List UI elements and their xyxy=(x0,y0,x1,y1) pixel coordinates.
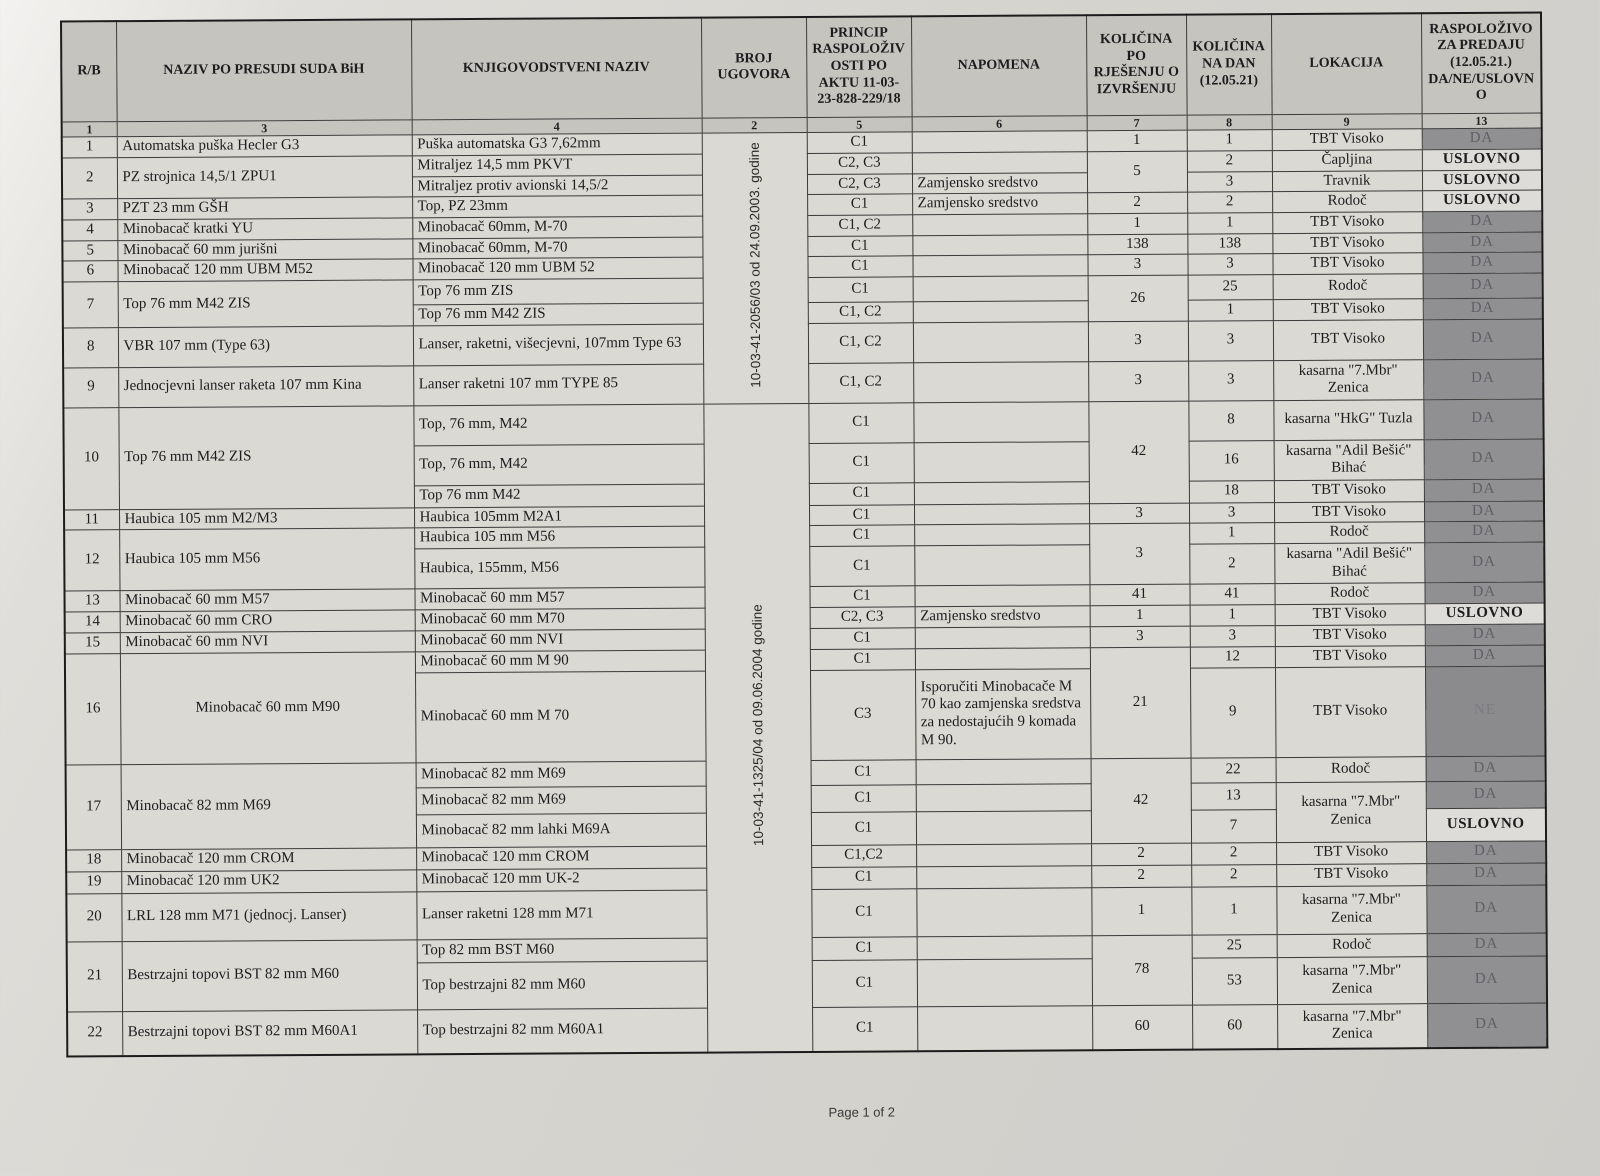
cell-knjig: Top, PZ 23mm xyxy=(412,195,702,217)
cell-knjig: Mitraljez 14,5 mm PKVT xyxy=(412,154,702,177)
cell-princip: C1 xyxy=(812,959,917,1007)
cell-napomena xyxy=(916,783,1091,811)
cell-knjig: Minobacač 60mm, M-70 xyxy=(412,216,702,238)
cell-qty_dan: 7 xyxy=(1191,809,1276,843)
cell-qty_dan: 3 xyxy=(1190,625,1275,647)
cell-lok: Rodoč xyxy=(1273,274,1423,300)
scanned-page xyxy=(0,11,1600,1125)
cell-rb: 10 xyxy=(63,407,119,509)
cell-rasp: DA xyxy=(1423,399,1543,440)
cell-princip: C2, C3 xyxy=(807,152,912,174)
contract-number-vertical-text: 10-03-41-2056/03 od 24.09.2003. godine xyxy=(746,142,763,388)
cell-knjig: Lanser, raketni, višecjevni, 107mm Type 63 xyxy=(413,324,703,366)
cell-lok: Čapljina xyxy=(1272,149,1422,171)
cell-qty_rj: 3 xyxy=(1087,255,1187,276)
cell-naziv: Minobacač kratki YU xyxy=(117,218,412,240)
cell-napomena xyxy=(914,482,1089,505)
cell-lok: TBT Visoko xyxy=(1274,479,1424,502)
cell-rasp: DA xyxy=(1425,624,1545,646)
cell-napomena: Zamjensko sredstvo xyxy=(915,606,1090,628)
cell-napomena xyxy=(912,151,1087,173)
cell-princip: C1 xyxy=(809,505,914,526)
cell-knjig: Top 82 mm BST M60 xyxy=(417,938,707,963)
cell-rasp: USLOVNO xyxy=(1422,190,1542,211)
cell-napomena: Zamjensko sredstvo xyxy=(912,193,1087,215)
cell-princip: C2, C3 xyxy=(807,173,912,194)
cell-napomena xyxy=(912,130,1087,152)
cell-lok: TBT Visoko xyxy=(1273,319,1423,360)
cell-rasp: DA xyxy=(1424,582,1544,603)
cell-rb: 17 xyxy=(66,764,122,849)
cell-lok: TBT Visoko xyxy=(1275,646,1425,668)
cell-rasp: DA xyxy=(1424,501,1544,522)
cell-rb: 15 xyxy=(65,633,120,654)
cell-princip: C2, C3 xyxy=(810,607,915,629)
cell-qty_dan: 22 xyxy=(1191,757,1276,783)
cell-qty_dan: 60 xyxy=(1192,1004,1277,1050)
cell-napomena xyxy=(912,234,1087,256)
cell-qty_dan: 9 xyxy=(1190,667,1276,758)
cell-princip: C1 xyxy=(807,194,912,215)
cell-rasp: USLOVNO xyxy=(1425,603,1545,625)
cell-napomena xyxy=(912,255,1087,277)
cell-princip: C1 xyxy=(808,403,913,444)
cell-qty_dan: 3 xyxy=(1187,254,1272,275)
cell-rb: 11 xyxy=(64,509,119,530)
cell-lok: kasarna "7.Mbr" Zenica xyxy=(1276,885,1426,934)
cell-qty_dan: 8 xyxy=(1188,400,1273,441)
cell-knjig: Lanser raketni 107 mm TYPE 85 xyxy=(413,364,703,406)
cell-princip: C1 xyxy=(811,811,916,845)
cell-lok: Rodoč xyxy=(1274,522,1424,544)
cell-qty_dan: 1 xyxy=(1187,213,1272,234)
cell-rasp: USLOVNO xyxy=(1422,149,1542,171)
cell-qty_dan: 53 xyxy=(1192,957,1277,1005)
col-header: KNJIGOVODSTVENI NAZIV xyxy=(411,18,702,120)
cell-rb: 1 xyxy=(62,136,117,157)
cell-princip: C1 xyxy=(807,236,912,257)
cell-napomena xyxy=(916,887,1091,936)
cell-knjig: Minobacač 82 mm lahki M69A xyxy=(416,813,706,848)
cell-princip: C1 xyxy=(807,131,912,153)
cell-qty_rj: 3 xyxy=(1089,524,1189,585)
cell-lok: TBT Visoko xyxy=(1273,299,1423,321)
col-header: NAZIV PO PRESUDI SUDA BiH xyxy=(116,19,412,121)
cell-qty_dan: 2 xyxy=(1189,544,1274,585)
cell-napomena xyxy=(914,585,1089,607)
cell-qty_dan: 3 xyxy=(1189,502,1274,523)
cell-princip: C1 xyxy=(812,1006,917,1052)
col-header: PRINCIP RASPOLOŽIVOSTI PO AKTU 11-03-23-828-229/18 xyxy=(806,16,912,117)
cell-rasp: DA xyxy=(1422,232,1542,253)
cell-qty_dan: 18 xyxy=(1189,480,1274,503)
cell-rb: 5 xyxy=(62,240,117,261)
cell-lok: Rodoč xyxy=(1272,191,1422,213)
cell-rb: 3 xyxy=(62,199,117,220)
cell-naziv: Minobacač 60 mm CRO xyxy=(120,610,415,633)
cell-lok: Rodoč xyxy=(1277,933,1427,957)
cell-rb: 8 xyxy=(63,327,118,367)
col-number: 4 xyxy=(412,118,702,135)
cell-naziv: Haubica 105 mm M56 xyxy=(119,528,414,590)
cell-qty_rj: 138 xyxy=(1087,234,1187,255)
cell-naziv: Minobacač 60 mm NVI xyxy=(120,631,415,654)
cell-rasp: DA xyxy=(1422,211,1542,232)
cell-lok: TBT Visoko xyxy=(1275,625,1425,647)
cell-qty_rj: 3 xyxy=(1088,361,1188,402)
cell-princip: C3 xyxy=(810,669,916,760)
cell-naziv: Minobacač 60 mm M90 xyxy=(120,652,416,764)
cell-knjig: Minobacač 120 mm CROM xyxy=(416,846,706,870)
cell-qty_dan: 1 xyxy=(1191,886,1276,935)
cell-rb: 13 xyxy=(64,591,119,612)
cell-napomena xyxy=(916,865,1091,888)
cell-napomena xyxy=(913,402,1088,443)
cell-napomena xyxy=(913,362,1088,403)
cell-knjig: Minobacač 60 mm M 90 xyxy=(415,650,705,672)
col-header: KOLIČINA NA DAN (12.05.21) xyxy=(1186,14,1272,115)
cell-princip: C1 xyxy=(809,525,914,546)
col-number: 9 xyxy=(1272,113,1422,129)
cell-napomena xyxy=(913,322,1088,363)
cell-lok: TBT Visoko xyxy=(1272,212,1422,234)
cell-naziv: Top 76 mm M42 ZIS xyxy=(118,406,414,510)
cell-qty_dan: 13 xyxy=(1191,782,1276,810)
cell-rasp: DA xyxy=(1426,840,1546,863)
col-header: NAPOMENA xyxy=(911,15,1087,116)
cell-knjig: Minobacač 120 mm UK-2 xyxy=(416,868,706,892)
cell-qty_dan: 138 xyxy=(1187,233,1272,254)
cell-lok: TBT Visoko xyxy=(1275,666,1426,757)
cell-napomena xyxy=(917,958,1092,1006)
cell-knjig: Mitraljez protiv avionski 14,5/2 xyxy=(412,175,702,197)
cell-napomena xyxy=(917,1005,1092,1051)
col-header: KOLIČINA PO RJEŠENJU O IZVRŠENJU xyxy=(1086,15,1187,116)
cell-napomena xyxy=(913,276,1088,302)
cell-princip: C1 xyxy=(810,628,915,650)
cell-qty_rj: 78 xyxy=(1092,935,1192,1006)
cell-napomena xyxy=(914,524,1089,546)
cell-napomena xyxy=(912,214,1087,236)
cell-qty_rj: 41 xyxy=(1089,584,1189,605)
cell-napomena xyxy=(914,504,1089,526)
cell-rasp: DA xyxy=(1422,252,1542,273)
cell-naziv: Minobacač 120 mm CROM xyxy=(121,847,416,871)
cell-knjig: Top bestrzajni 82 mm M60A1 xyxy=(417,1008,707,1055)
cell-qty_dan: 3 xyxy=(1188,360,1273,401)
cell-qty_dan: 2 xyxy=(1187,150,1272,172)
cell-rb: 6 xyxy=(62,261,117,282)
cell-qty_dan: 1 xyxy=(1189,523,1274,544)
cell-rasp: DA xyxy=(1427,1002,1547,1048)
cell-qty_dan: 2 xyxy=(1187,192,1272,213)
cell-knjig: Minobacač 120 mm UBM 52 xyxy=(412,258,702,280)
cell-qty_rj: 2 xyxy=(1087,192,1187,213)
cell-rasp: DA xyxy=(1424,521,1544,542)
cell-qty_dan: 16 xyxy=(1189,440,1274,481)
cell-rasp: DA xyxy=(1427,932,1547,956)
cell-rb: 18 xyxy=(66,849,121,871)
cell-princip: C1 xyxy=(811,866,916,889)
col-number: 2 xyxy=(702,117,807,133)
cell-knjig: Minobacač 60 mm M70 xyxy=(415,608,705,631)
cell-rasp: DA xyxy=(1424,439,1544,480)
cell-princip: C1, C2 xyxy=(808,323,913,364)
cell-knjig: Minobacač 60 mm NVI xyxy=(415,629,705,652)
cell-qty_rj: 3 xyxy=(1090,626,1190,648)
cell-napomena xyxy=(916,810,1091,844)
cell-knjig: Top 76 mm M42 xyxy=(414,484,704,508)
cell-qty_rj: 26 xyxy=(1088,275,1188,321)
cell-rasp: DA xyxy=(1423,298,1543,319)
cell-lok: TBT Visoko xyxy=(1272,253,1422,275)
cell-rasp: DA xyxy=(1423,319,1543,360)
cell-rb: 12 xyxy=(64,530,119,591)
cell-rb: 14 xyxy=(65,612,120,633)
cell-rb: 9 xyxy=(63,367,118,407)
cell-napomena xyxy=(915,648,1090,670)
cell-princip: C1,C2 xyxy=(811,844,916,867)
cell-princip: C1 xyxy=(809,546,914,587)
cell-knjig: Haubica 105 mm M56 xyxy=(414,527,704,549)
col-number: 13 xyxy=(1422,112,1542,128)
cell-naziv: LRL 128 mm M71 (jednocj. Lanser) xyxy=(121,891,416,941)
cell-princip: C1 xyxy=(809,443,914,484)
cell-qty_dan: 2 xyxy=(1191,842,1276,865)
cell-lok: Travnik xyxy=(1272,170,1422,192)
cell-napomena xyxy=(914,442,1089,483)
cell-qty_dan: 25 xyxy=(1188,275,1273,301)
cell-qty_rj: 5 xyxy=(1087,151,1187,193)
cell-rasp: DA xyxy=(1424,479,1544,502)
cell-rb: 16 xyxy=(65,654,121,765)
cell-princip: C1 xyxy=(807,256,912,277)
col-number: 8 xyxy=(1187,114,1272,130)
cell-qty_dan: 41 xyxy=(1189,584,1274,605)
cell-knjig: Minobacač 82 mm M69 xyxy=(416,761,706,788)
cell-qty_rj: 42 xyxy=(1091,758,1192,844)
cell-lok: TBT Visoko xyxy=(1276,863,1426,886)
cell-lok: TBT Visoko xyxy=(1274,501,1424,523)
cell-lok: kasarna "7.Mbr" Zenica xyxy=(1277,956,1427,1004)
cell-knjig: Haubica, 155mm, M56 xyxy=(414,547,704,589)
equipment-table xyxy=(60,11,1548,1057)
cell-napomena: Zamjensko sredstvo xyxy=(912,172,1087,194)
cell-napomena xyxy=(914,545,1089,586)
cell-lok: kasarna "7.Mbr" Zenica xyxy=(1277,1003,1427,1049)
cell-knjig: Top, 76 mm, M42 xyxy=(413,404,703,446)
cell-lok: kasarna "Adil Bešić" Bihać xyxy=(1274,439,1424,480)
cell-knjig: Minobacač 82 mm M69 xyxy=(416,786,706,815)
cell-princip: C1 xyxy=(809,586,914,607)
col-number: 7 xyxy=(1087,115,1187,131)
cell-napomena xyxy=(917,935,1092,959)
cell-rasp: DA xyxy=(1423,359,1543,400)
col-number: 6 xyxy=(912,115,1087,131)
col-number: 5 xyxy=(807,116,912,132)
cell-qty_rj: 1 xyxy=(1090,605,1190,627)
cell-naziv: Haubica 105 mm M2/M3 xyxy=(119,508,414,530)
cell-naziv: PZ strojnica 14,5/1 ZPU1 xyxy=(117,156,412,199)
cell-lok: TBT Visoko xyxy=(1276,841,1426,864)
col-number: 1 xyxy=(62,121,117,136)
cell-qty_rj: 21 xyxy=(1090,647,1191,758)
cell-naziv: Bestrzajni topovi BST 82 mm M60A1 xyxy=(122,1009,417,1056)
contract-number-vertical-text: 10-03-41-1325/04 od 09.06.2004 godine xyxy=(749,603,766,846)
col-number: 3 xyxy=(117,119,412,136)
cell-knjig: Minobacač 60 mm M 70 xyxy=(415,671,706,763)
col-header: R/B xyxy=(61,21,117,121)
cell-ugovor xyxy=(703,403,812,1052)
cell-knjig: Top 76 mm ZIS xyxy=(413,278,703,305)
cell-rb: 20 xyxy=(66,893,121,941)
cell-qty_rj: 1 xyxy=(1087,130,1187,152)
cell-napomena xyxy=(913,301,1088,323)
cell-princip: C1, C2 xyxy=(808,363,913,404)
cell-qty_dan: 2 xyxy=(1191,864,1276,887)
cell-rb: 19 xyxy=(66,871,121,893)
cell-lok: TBT Visoko xyxy=(1272,232,1422,254)
cell-naziv: VBR 107 mm (Type 63) xyxy=(118,326,413,368)
cell-knjig: Puška automatska G3 7,62mm xyxy=(412,133,702,156)
col-header: BROJ UGOVORA xyxy=(701,17,807,118)
col-header: LOKACIJA xyxy=(1271,13,1422,114)
cell-naziv: Top 76 mm M42 ZIS xyxy=(118,280,413,327)
cell-rb: 22 xyxy=(67,1011,122,1056)
cell-naziv: Minobacač 60 mm M57 xyxy=(119,589,414,611)
cell-qty_rj: 2 xyxy=(1091,843,1191,866)
cell-princip: C1, C2 xyxy=(808,302,913,323)
cell-qty_rj: 2 xyxy=(1091,865,1191,888)
cell-lok: TBT Visoko xyxy=(1272,128,1422,150)
cell-rasp: DA xyxy=(1423,273,1543,299)
cell-napomena xyxy=(916,843,1091,866)
cell-qty_rj: 1 xyxy=(1087,213,1187,234)
cell-rb: 2 xyxy=(62,157,117,199)
cell-qty_dan: 1 xyxy=(1187,129,1272,151)
cell-rasp: NE xyxy=(1425,665,1546,756)
cell-knjig: Minobacač 60 mm M57 xyxy=(414,587,704,609)
cell-rasp: DA xyxy=(1424,542,1544,583)
cell-knjig: Top 76 mm M42 ZIS xyxy=(413,303,703,325)
cell-rasp: USLOVNO xyxy=(1422,170,1542,191)
cell-rasp: DA xyxy=(1425,645,1545,666)
cell-qty_rj: 42 xyxy=(1088,401,1189,504)
cell-princip: C1, C2 xyxy=(807,215,912,236)
cell-naziv: PZT 23 mm GŠH xyxy=(117,197,412,219)
cell-rasp: DA xyxy=(1427,955,1547,1003)
cell-qty_dan: 3 xyxy=(1188,320,1273,361)
cell-knjig: Minobacač 60mm, M-70 xyxy=(412,237,702,259)
cell-lok: TBT Visoko xyxy=(1275,604,1425,626)
cell-rasp: DA xyxy=(1422,128,1542,150)
cell-knjig: Haubica 105mm M2A1 xyxy=(414,506,704,528)
cell-lok: kasarna "HkG" Tuzla xyxy=(1273,399,1423,440)
cell-qty_rj: 3 xyxy=(1088,321,1188,362)
cell-naziv: Minobacač 82 mm M69 xyxy=(121,762,417,849)
cell-qty_rj: 60 xyxy=(1092,1005,1192,1051)
cell-lok: Rodoč xyxy=(1274,583,1424,605)
cell-princip: C1 xyxy=(811,759,916,785)
cell-princip: C1 xyxy=(811,784,916,812)
cell-napomena xyxy=(916,758,1091,784)
cell-qty_dan: 25 xyxy=(1192,934,1277,958)
cell-princip: C1 xyxy=(812,936,917,960)
cell-rasp: DA xyxy=(1426,862,1546,885)
cell-knjig: Lanser raketni 128 mm M71 xyxy=(416,890,706,940)
cell-naziv: Minobacač 60 mm jurišni xyxy=(117,239,412,261)
cell-napomena: Isporučiti Minobacače M 70 kao zamjenska sredstva za nedostajućih 9 komada M 90. xyxy=(915,668,1091,759)
cell-naziv: Automatska puška Hecler G3 xyxy=(117,135,412,158)
cell-rasp: USLOVNO xyxy=(1426,807,1546,841)
cell-qty_rj: 1 xyxy=(1091,887,1191,936)
cell-qty_dan: 12 xyxy=(1190,646,1275,667)
cell-qty_dan: 1 xyxy=(1190,604,1275,626)
cell-lok: Rodoč xyxy=(1276,756,1426,782)
page-footer: Page 1 of 2 xyxy=(828,1104,895,1120)
cell-naziv: Jednocjevni lanser raketa 107 mm Kina xyxy=(118,366,413,408)
cell-lok: kasarna "Adil Bešić" Bihać xyxy=(1274,543,1424,584)
cell-naziv: Minobacač 120 mm UK2 xyxy=(121,869,416,893)
cell-rasp: DA xyxy=(1426,884,1546,933)
cell-ugovor xyxy=(702,132,809,404)
cell-princip: C1 xyxy=(808,277,913,303)
cell-lok: kasarna "7.Mbr" Zenica xyxy=(1273,359,1423,400)
cell-naziv: Minobacač 120 mm UBM M52 xyxy=(117,259,412,281)
cell-lok: kasarna "7.Mbr" Zenica xyxy=(1276,781,1426,842)
cell-rb: 4 xyxy=(62,220,117,241)
cell-qty_dan: 1 xyxy=(1188,300,1273,321)
cell-knjig: Top, 76 mm, M42 xyxy=(414,444,704,486)
cell-rb: 21 xyxy=(67,941,122,1011)
col-header: RASPOLOŽIVO ZA PREDAJU (12.05.21.) DA/NE/USLOVNO xyxy=(1421,12,1542,113)
cell-knjig: Top bestrzajni 82 mm M60 xyxy=(417,961,707,1010)
cell-qty_dan: 3 xyxy=(1187,171,1272,192)
cell-rasp: DA xyxy=(1426,780,1546,808)
cell-naziv: Bestrzajni topovi BST 82 mm M60 xyxy=(122,939,417,1011)
cell-princip: C1 xyxy=(809,483,914,506)
cell-princip: C1 xyxy=(810,649,915,670)
cell-princip: C1 xyxy=(811,888,916,937)
cell-napomena xyxy=(915,627,1090,649)
cell-rasp: DA xyxy=(1426,755,1546,781)
cell-qty_rj: 3 xyxy=(1089,503,1189,524)
cell-rb: 7 xyxy=(63,282,118,328)
